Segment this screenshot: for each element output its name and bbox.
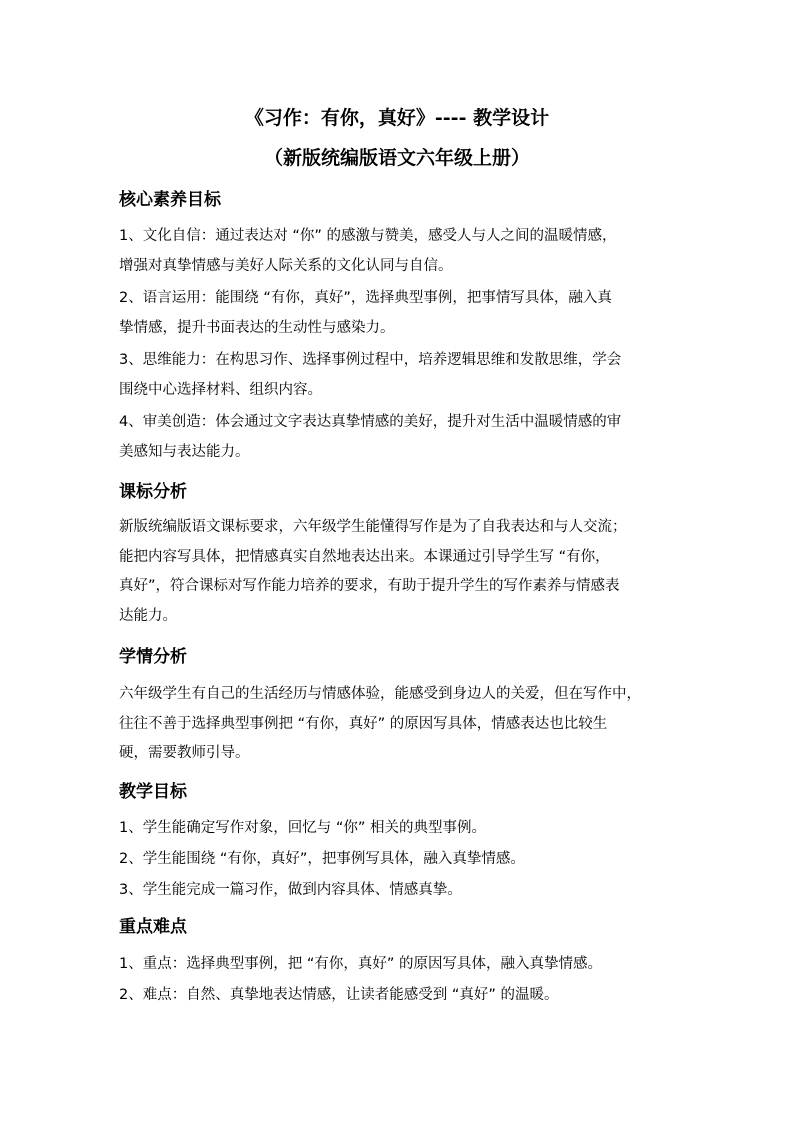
section-heading-key-difficult-points: 重点难点 [119,917,187,937]
paragraph-key-point: 1、重点：选择典型事例，把 “有你，真好” 的原因写具体，融入真挚情感。 [119,956,602,972]
paragraph-aesthetic-creation: 4、审美创造：体会通过文字表达真挚情感的美好，提升对生活中温暖情感的审 美感知与表达能力。 [119,414,622,460]
section-heading-curriculum-analysis: 课标分析 [119,482,187,502]
section-heading-core-literacy: 核心素养目标 [119,190,221,210]
paragraph-language-use: 2、语言运用：能围绕 “有你，真好”，选择典型事例，把事情写具体，融入真 挚情感，提升书面表达的生动性与感染力。 [119,290,612,336]
paragraph-goal-2: 2、学生能围绕 “有你，真好”，把事例写具体，融入真挚情感。 [119,851,525,867]
paragraph-difficult-point: 2、难点：自然、真挚地表达情感，让读者能感受到 “真好” 的温暖。 [119,987,559,1003]
document-title: 《习作：有你，真好》---- 教学设计 [244,107,550,129]
paragraph-thinking-ability: 3、思维能力：在构思习作、选择事例过程中，培养逻辑思维和发散思维，学会 围绕中心选择材料、组织内容。 [119,352,622,398]
paragraph-goal-3: 3、学生能完成一篇习作，做到内容具体、情感真挚。 [119,882,462,898]
section-heading-teaching-goals: 教学目标 [119,782,187,802]
document-subtitle: （新版统编版语文六年级上册） [263,147,530,169]
paragraph-cultural-confidence: 1、文化自信：通过表达对 “你” 的感激与赞美，感受人与人之间的温暖情感， 增强对真挚情感与美好人际关系的文化认同与自信。 [119,228,617,274]
section-heading-student-analysis: 学情分析 [119,647,187,667]
paragraph-goal-1: 1、学生能确定写作对象，回忆与 “你” 相关的典型事例。 [119,820,486,836]
paragraph-curriculum-analysis: 新版统编版语文课标要求，六年级学生能懂得写作是为了自我表达和与人交流； 能把内容写具体，把情感真实自然地表达出来。本课通过引导学生写 “有你， 真好”，符合课标对写作能力培养的要求，有助于提升学生的写作素养与情感表 达能力。 [119,519,627,624]
paragraph-student-analysis: 六年级学生有自己的生活经历与情感体验，能感受到身边人的关爱，但在写作中， 往往不善于选择典型事例把 “有你，真好” 的原因写具体，情感表达也比较生 硬，需要教师引导。 [119,686,641,761]
